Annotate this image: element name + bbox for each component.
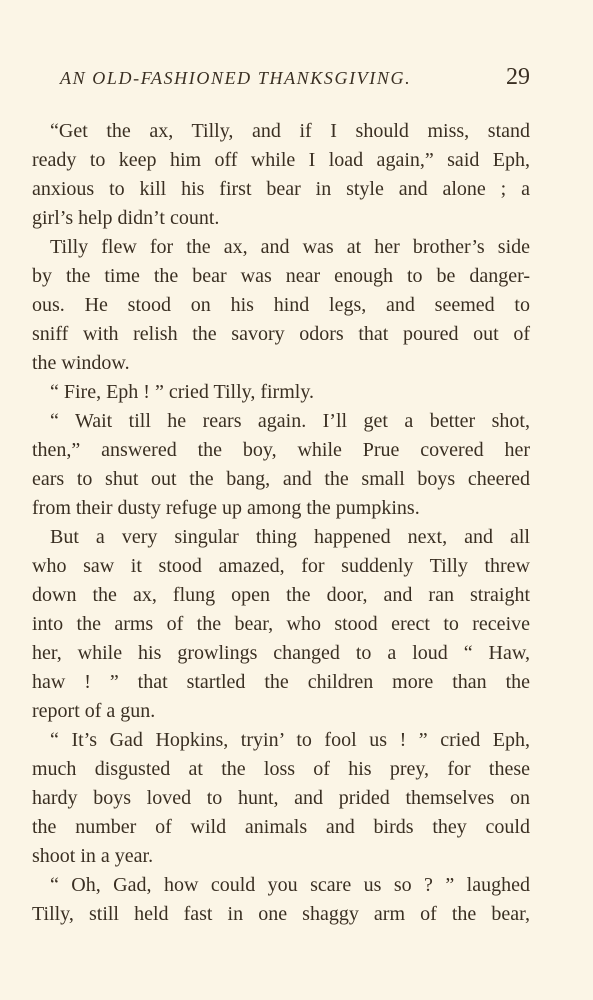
text-line: shoot in a year. — [32, 845, 154, 867]
text-line: Tilly, still held fast in one shaggy arm of the bear, — [32, 903, 530, 925]
running-head — [60, 64, 540, 98]
text-line: “ It’s Gad Hopkins, tryin’ to fool us ! ” cried Eph, — [50, 729, 530, 751]
text-line: “ Wait till he rears again. I’ll get a better shot, — [50, 410, 530, 432]
text-line: Tilly flew for the ax, and was at her brother’s side — [50, 236, 530, 258]
text-line: “ Oh, Gad, how could you scare us so ? ” laughed — [50, 874, 530, 896]
text-line: haw ! ” that startled the children more than the — [32, 671, 530, 693]
text-line: by the time the bear was near enough to be danger- — [32, 265, 530, 287]
text-line: who saw it stood amazed, for suddenly Tilly threw — [32, 555, 530, 577]
text-line: anxious to kill his first bear in style and alone ; a — [32, 178, 530, 200]
text-line: hardy boys loved to hunt, and prided themselves on — [32, 787, 530, 809]
text-line: sniff with relish the savory odors that poured out of — [32, 323, 530, 345]
text-line: then,” answered the boy, while Prue covered her — [32, 439, 530, 461]
text-line: into the arms of the bear, who stood erect to receive — [32, 613, 530, 635]
text-line: ready to keep him off while I load again,” said Eph, — [32, 149, 530, 171]
text-line: But a very singular thing happened next, and all — [50, 526, 530, 548]
text-line: the number of wild animals and birds they could — [32, 816, 530, 838]
text-line: “Get the ax, Tilly, and if I should miss, stand — [50, 120, 530, 142]
page-number: 29 — [506, 64, 530, 90]
text-line: down the ax, flung open the door, and ran straight — [32, 584, 530, 606]
body-text — [32, 117, 530, 929]
text-line: ears to shut out the bang, and the small boys cheered — [32, 468, 530, 490]
text-line: “ Fire, Eph ! ” cried Tilly, firmly. — [50, 381, 315, 403]
text-line: the window. — [32, 352, 130, 374]
text-line: ous. He stood on his hind legs, and seemed to — [32, 294, 530, 316]
text-line: much disgusted at the loss of his prey, for these — [32, 758, 530, 780]
text-line: her, while his growlings changed to a loud “ Haw, — [32, 642, 530, 664]
running-title: AN OLD-FASHIONED THANKSGIVING. — [60, 68, 412, 88]
text-line: report of a gun. — [32, 700, 156, 722]
text-line: girl’s help didn’t count. — [32, 207, 220, 229]
text-line: from their dusty refuge up among the pumpkins. — [32, 497, 420, 519]
